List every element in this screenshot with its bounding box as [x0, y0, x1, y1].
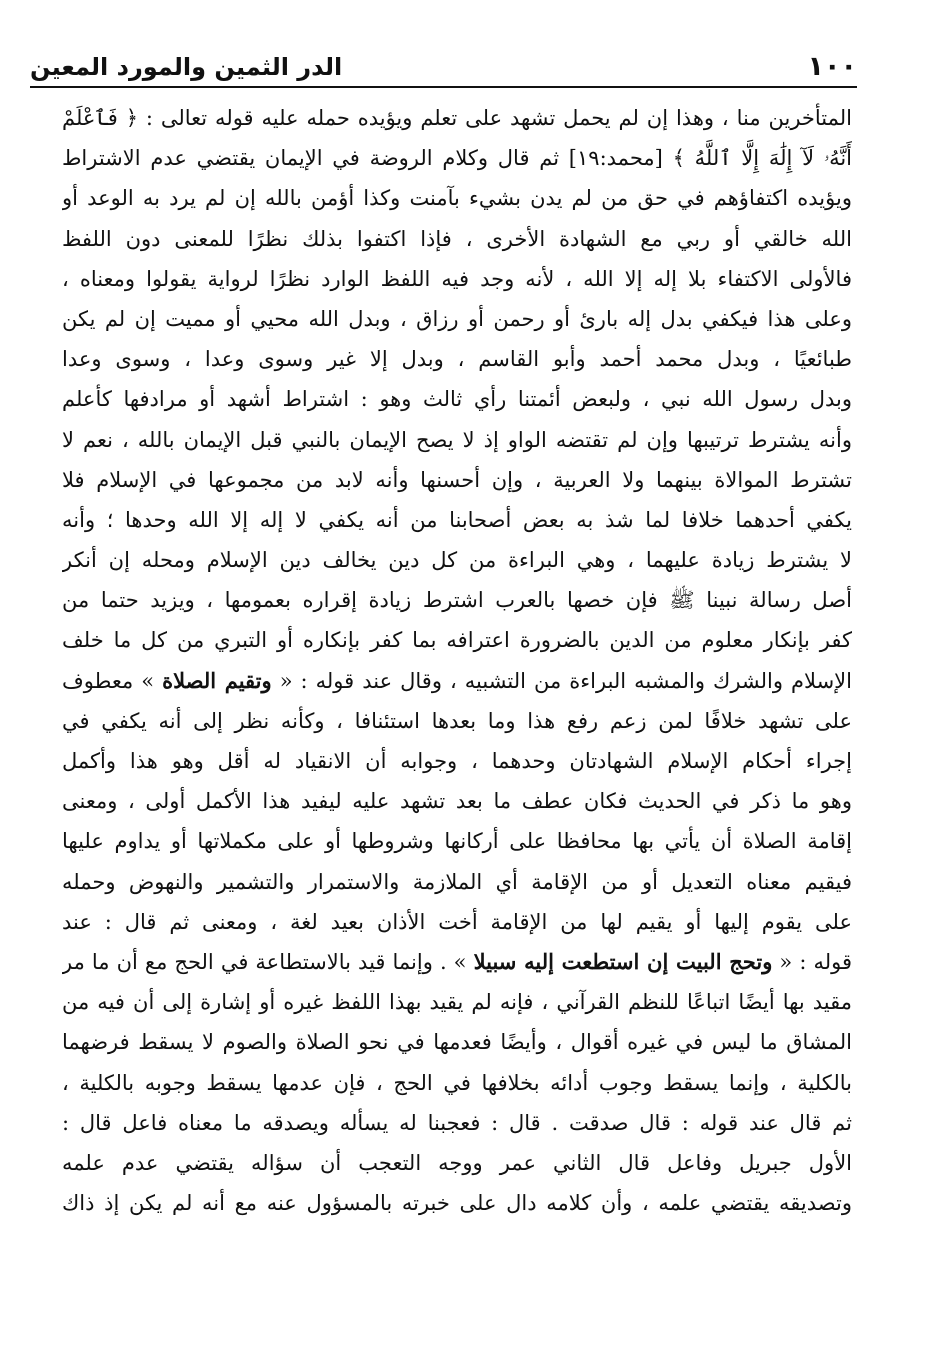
text-line: المشاق ما ليس في غيره أقوال ، وأيضًا فعدمها في نحو الصلاة والصوم لا يسقط فرضهما — [62, 1030, 852, 1055]
text-line: وبدل رسول الله نبي ، ولبعض أئمتنا رأي ثالث وهو : اشتراط أشهد أو مرادفها كأعلم — [62, 387, 852, 412]
text-line: مقيد بها أيضًا اتباعًا للنظم القرآني ، فإنه لم يقيد بهذا اللفظ غيره أو إشارة إلى أن فيه من — [62, 990, 852, 1015]
text-line: ثم قال عند قوله : قال صدقت . قال : فعجبنا له يسأله ويصدقه ما معناه فاعل قال : — [62, 1110, 852, 1135]
text-line: وتصديقه يقتضي علمه ، وأن كلامه دال على خبرته بالمسؤول عنه مع أنه لم يكن إذ ذاك — [62, 1191, 852, 1216]
quoted-phrase: وتقيم الصلاة — [162, 667, 272, 693]
text-line: فالأولى الاكتفاء بلا إله إلا الله ، لأنه وجد فيه اللفظ الوارد نظرًا لرواية يقولوا ومعناه ، — [62, 266, 852, 291]
text-line: بالكلية ، وإنما يسقط وجوب أدائه بخلافها في الحج ، فإن عدمها يسقط وجوبه بالكلية ، — [62, 1070, 852, 1095]
text-line: كفر بإنكار معلوم من الدين بالضرورة اعترافه بما كفر بإنكاره أو التبري من كل ما خلف — [62, 628, 852, 653]
text-line: تشترط الموالاة بينهما ولا العربية ، وإن أحسنها وأنه لابد من مجموعها في الإسلام فلا — [62, 467, 852, 492]
text-line: فيقيم معناه التعديل أو من الإقامة أي الملازمة والاستمرار والتشمير والنهوض وحمله — [62, 869, 852, 894]
text-line: يكفي أحدهما خلافا لما شذ به بعض أصحابنا من أنه يكفي لا إله إلا الله وحدها ؛ وأنه — [62, 507, 852, 532]
body-text — [62, 98, 852, 1338]
text-line: إقامة الصلاة أن يأتي بها محافظا على أركانها وشروطها أو على مكملاتها أو يداوم عليها — [62, 829, 852, 854]
text-line: طبائعيًا ، وبدل محمد أحمد وأبو القاسم ، وبدل إلا غير وسوى وعدا ، وسوى وعدا — [62, 347, 852, 372]
text-line: الإسلام والشرك والمشبه البراءة من التشبيه ، وقال عند قوله : « وتقيم الصلاة » معطوف — [62, 667, 852, 693]
text-line: لا يشترط زيادة عليهما ، وهي البراءة من كل دين يخالف دين الإسلام ومحله إن أنكر — [62, 548, 852, 573]
text-line: أصل رسالة نبينا ﷺ فإن خصها بالعرب اشترط زيادة إقراره بعمومها ، ويزيد حتما من — [62, 588, 852, 613]
page-number: ١٠٠ — [807, 51, 857, 82]
text-line: أَنَّهُۥ لَآ إِلَٰهَ إِلَّا ٱللَّهُ ﴾ [محمد:١٩] ثم قال وكلام الروضة في الإيمان يقتضي عدم الاشتراط — [62, 146, 852, 171]
text-line: وعلى هذا فيكفي بدل إله بارئ أو رحمن أو رزاق ، وبدل الله محيي أو مميت إن لم يكن — [62, 306, 852, 331]
quoted-phrase: وتحج البيت إن استطعت إليه سبيلا — [473, 948, 773, 974]
text-line: قوله : « وتحج البيت إن استطعت إليه سبيلا » . وإنما قيد بالاستطاعة في الحج مع أن ما مر — [62, 948, 852, 974]
text-line: ويؤيده اكتفاؤهم في حق من لم يدن بشيء بآمنت وكذا أؤمن بالله إن لم يرد به الوعد أو — [62, 186, 852, 211]
running-title: الدر الثمين والمورد المعين — [30, 53, 343, 81]
text-line: على تشهد خلافًا لمن زعم رفع هذا وما بعدها استئنافا ، وكأنه نظر إلى أنه يكفي في — [62, 708, 852, 733]
text-line: وأنه يشترط ترتيبها وإن لم تقتضه الواو إذ لا يصح الإيمان بالنبي قبل الإيمان بالله ، نعم لا — [62, 427, 852, 452]
text-line: الله خالقي أو ربي مع الشهادة الأخرى ، فإذا اكتفوا بذلك نظرًا للمعنى دون اللفظ — [62, 226, 852, 251]
text-line: على يقوم إليها أو يقيم لها من الإقامة أخت الأذان بعيد لغة ، ومعنى ثم قال : عند — [62, 909, 852, 934]
text-line: وهو ما ذكر في الحديث فكان عطف ما بعد تشهد عليه ليفيد هذا الأكمل أولى ، ومعنى — [62, 789, 852, 814]
page-header — [30, 48, 857, 88]
text-line: المتأخرين منا ، وهذا إن لم يحمل تشهد على تعلم ويؤيده حمله عليه قوله تعالى : ﴿ فَٱعْلَمْ — [62, 106, 852, 130]
text-line: إجراء أحكام الإسلام الشهادتان وحدهما ، وجوابه أن الانقياد له أقل وهو هذا وأكمل — [62, 749, 852, 773]
text-line: الأول جبريل وفاعل قال الثاني عمر ووجه التعجب أن سؤاله يقتضي عدم علمه — [62, 1150, 852, 1175]
